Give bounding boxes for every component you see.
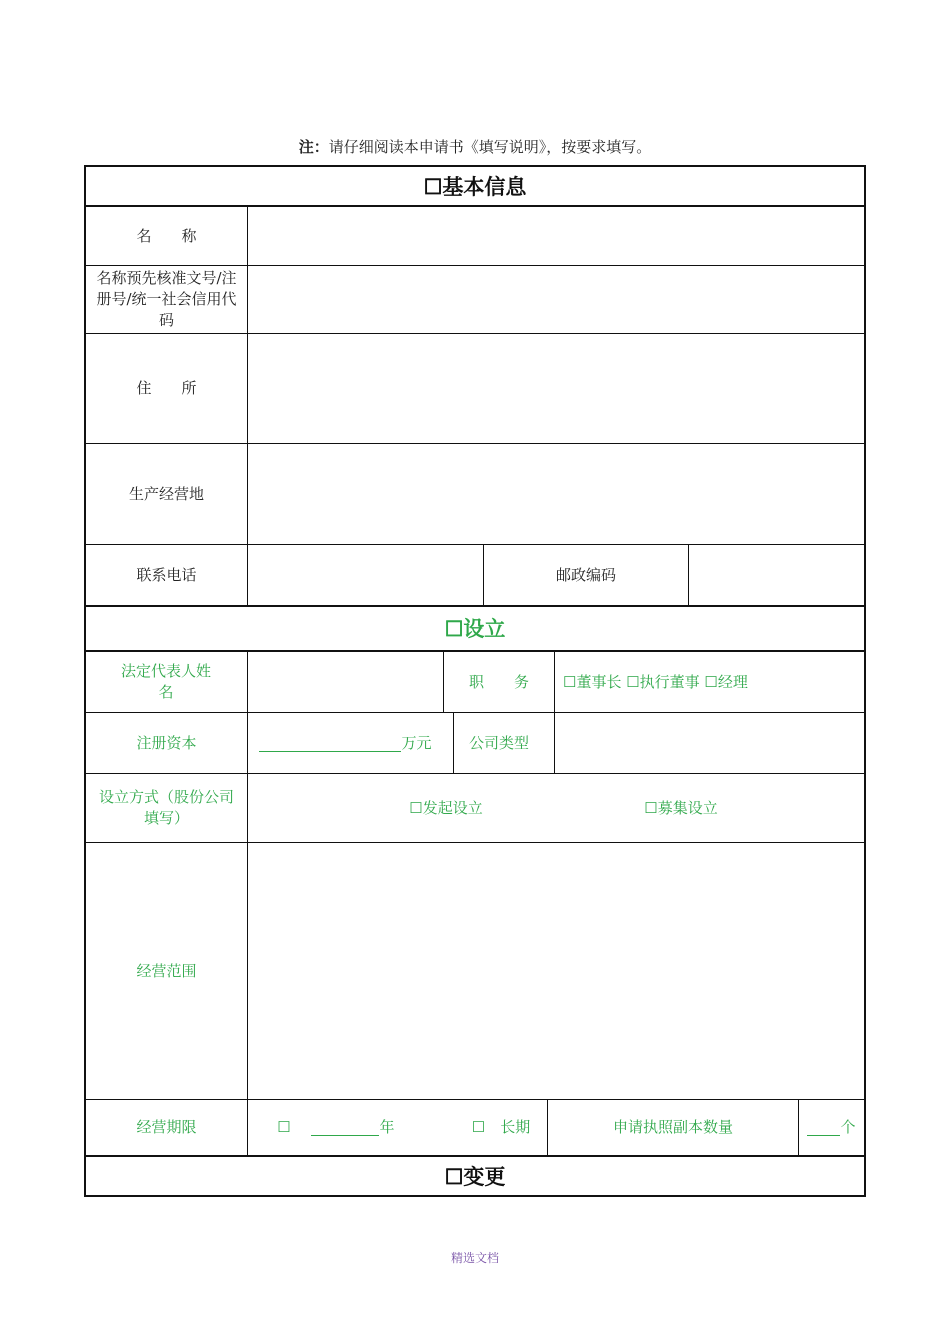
term-years-field[interactable] xyxy=(308,1100,398,1155)
term-years-checkbox[interactable]: ☐ xyxy=(277,1118,291,1136)
registration-code-label: 名称预先核准文号/注册号/统一社会信用代码 xyxy=(96,269,237,329)
section-basic-info-heading[interactable]: ☐基本信息 xyxy=(423,173,527,199)
business-term-label: 经营期限 xyxy=(136,1118,197,1136)
address-label: 住 所 xyxy=(136,379,197,397)
postcode-label: 邮政编码 xyxy=(555,565,616,584)
column-divider xyxy=(453,713,454,773)
copies-underline[interactable] xyxy=(807,1119,840,1136)
column-divider xyxy=(247,206,248,605)
production-site-label: 生产经营地 xyxy=(128,484,204,503)
column-divider xyxy=(483,545,484,605)
note-prefix: 注： xyxy=(298,138,329,156)
phone-label: 联系电话 xyxy=(136,565,197,584)
capital-underline[interactable] xyxy=(259,735,401,752)
term-years-unit: 年 xyxy=(379,1118,395,1136)
license-copies-label: 申请执照副本数量 xyxy=(612,1118,733,1136)
offering-establish-option[interactable]: ☐募集设立 xyxy=(644,798,718,817)
capital-unit: 万元 xyxy=(401,733,432,752)
column-divider xyxy=(547,1100,548,1155)
company-type-label: 公司类型 xyxy=(468,733,529,752)
term-years-underline[interactable] xyxy=(311,1119,379,1136)
license-copies-field[interactable] xyxy=(799,1100,864,1155)
business-scope-field[interactable] xyxy=(248,843,864,1099)
note-text: 请仔细阅读本申请书《填写说明》，按要求填写。 xyxy=(328,138,652,156)
column-divider xyxy=(554,713,555,773)
registered-capital-field[interactable] xyxy=(248,713,443,773)
column-divider xyxy=(443,652,444,712)
copies-unit: 个 xyxy=(840,1118,856,1136)
footer-label: 精选文档 xyxy=(450,1251,499,1265)
promotion-establish-option[interactable]: ☐发起设立 xyxy=(409,798,483,817)
name-label: 名 称 xyxy=(136,226,197,245)
position-options[interactable]: ☐董事长 ☐执行董事 ☐经理 xyxy=(563,672,748,691)
postcode-field[interactable] xyxy=(689,545,864,605)
legal-representative-label: 法定代表人姓名 xyxy=(120,662,211,701)
column-divider xyxy=(247,652,248,1155)
address-field[interactable] xyxy=(248,334,864,443)
instruction-note xyxy=(0,136,950,157)
application-form xyxy=(84,165,866,1197)
production-site-field[interactable] xyxy=(248,444,864,544)
establish-method-label: 设立方式（股份公司填写） xyxy=(98,788,234,827)
business-scope-label: 经营范围 xyxy=(136,961,197,980)
term-long-option[interactable]: ☐ 长期 xyxy=(471,1118,531,1136)
registration-code-field[interactable] xyxy=(248,266,864,333)
company-type-field[interactable] xyxy=(555,713,864,773)
phone-field[interactable] xyxy=(248,545,483,605)
section-establish-heading[interactable]: ☐设立 xyxy=(444,616,506,641)
position-label: 职 务 xyxy=(468,672,529,691)
column-divider xyxy=(798,1100,799,1155)
registered-capital-label: 注册资本 xyxy=(136,733,197,752)
column-divider xyxy=(554,652,555,712)
name-field[interactable] xyxy=(248,207,864,265)
legal-representative-field[interactable] xyxy=(248,652,443,712)
column-divider xyxy=(688,545,689,605)
section-change-heading[interactable]: ☐变更 xyxy=(444,1163,506,1189)
